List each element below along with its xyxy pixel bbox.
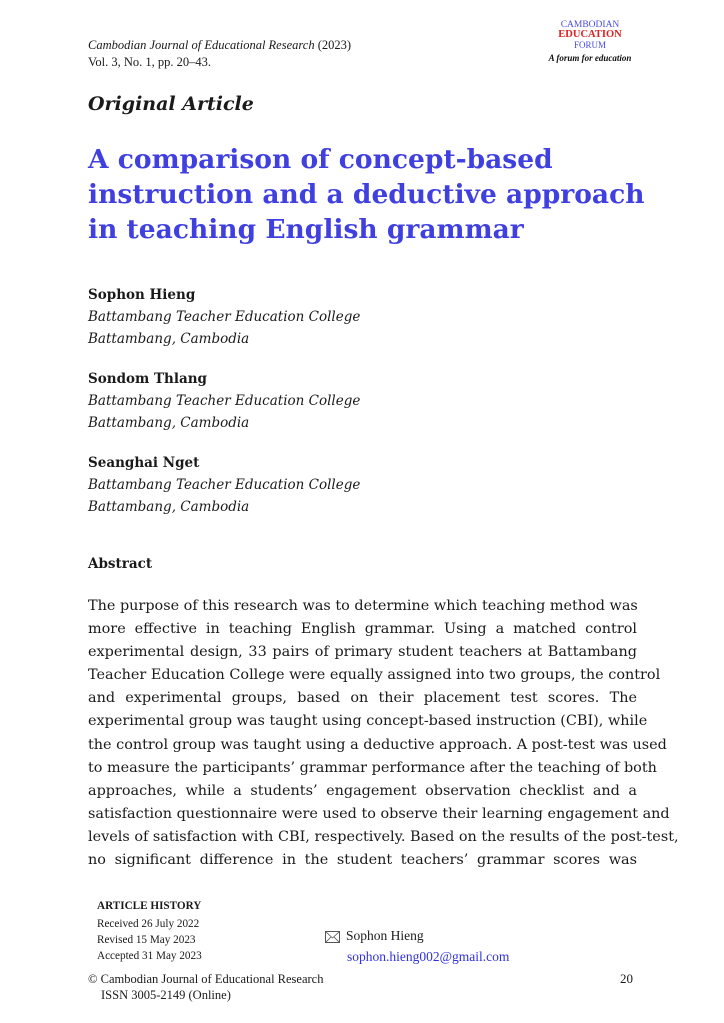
- abstract-line: no significant difference in the student teachers’ grammar scores was: [88, 852, 637, 869]
- author-location: Battambang, Cambodia: [88, 499, 250, 515]
- abstract-line: experimental design, 33 pairs of primary student teachers at Battambang: [88, 644, 637, 661]
- abstract-line: Teacher Education College were equally assigned into two groups, the control: [88, 667, 661, 684]
- author-name: Sophon Hieng: [88, 287, 196, 303]
- abstract-line: levels of satisfaction with CBI, respectively. Based on the results of the post-test,: [88, 828, 679, 845]
- journal-name: Cambodian Journal of Educational Research: [88, 38, 315, 52]
- abstract-heading: Abstract: [88, 556, 153, 572]
- abstract-line: experimental group was taught using concept-based instruction (CBI), while: [88, 713, 648, 730]
- abstract-line: The purpose of this research was to determine which teaching method was: [88, 598, 638, 614]
- correspondence: [325, 925, 509, 967]
- journal-header: [88, 37, 351, 71]
- journal-volume: Vol. 3, No. 1, pp. 20–43.: [88, 55, 212, 69]
- article-type: Original Article: [88, 93, 254, 115]
- corresponding-author: Sophon Hieng: [346, 928, 424, 943]
- page-number: 20: [620, 971, 633, 986]
- journal-logo: [540, 20, 640, 63]
- abstract-line: satisfaction questionnaire were used to observe their learning engagement and: [88, 805, 670, 822]
- author-location: Battambang, Cambodia: [88, 415, 250, 431]
- history-received: Received 26 July 2022: [97, 918, 200, 930]
- author-location: Battambang, Cambodia: [88, 331, 250, 347]
- author-1: [88, 284, 360, 350]
- history-accepted: Accepted 31 May 2023: [97, 950, 202, 962]
- abstract-line: and experimental groups, based on their placement test scores. The: [88, 690, 637, 707]
- envelope-icon: [325, 931, 340, 943]
- abstract-body: [88, 595, 679, 872]
- abstract-line: more effective in teaching English grammar. Using a matched control: [88, 621, 637, 638]
- logo-tagline: A forum for education: [548, 53, 632, 63]
- article-history: [97, 898, 202, 964]
- paper-title: A comparison of concept-based instruction and a deductive approach in teaching English grammar: [88, 144, 645, 245]
- footer: [88, 971, 323, 1003]
- history-revised: Revised 15 May 2023: [97, 934, 196, 946]
- logo-line1: CAMBODIAN: [560, 20, 620, 30]
- issn: ISSN 3005-2149 (Online): [101, 988, 231, 1002]
- author-affiliation: Battambang Teacher Education College: [88, 477, 361, 493]
- author-name: Seanghai Nget: [88, 455, 200, 471]
- abstract-line: the control group was taught using a deductive approach. A post-test was used: [88, 736, 667, 753]
- author-affiliation: Battambang Teacher Education College: [88, 393, 361, 409]
- logo-line2: EDUCATION: [558, 29, 622, 40]
- author-name: Sondom Thlang: [88, 371, 207, 387]
- abstract-line: approaches, while a students’ engagement observation checklist and a: [88, 782, 637, 799]
- copyright: © Cambodian Journal of Educational Research: [88, 972, 324, 986]
- author-email-link[interactable]: sophon.hieng002@gmail.com: [347, 949, 510, 964]
- author-3: [88, 452, 360, 518]
- journal-year: (2023): [317, 38, 352, 52]
- author-2: [88, 368, 360, 434]
- abstract-line: to measure the participants’ grammar performance after the teaching of both: [88, 759, 657, 776]
- author-affiliation: Battambang Teacher Education College: [88, 309, 361, 325]
- logo-line3: FORUM: [573, 40, 606, 50]
- history-heading: ARTICLE HISTORY: [97, 900, 202, 912]
